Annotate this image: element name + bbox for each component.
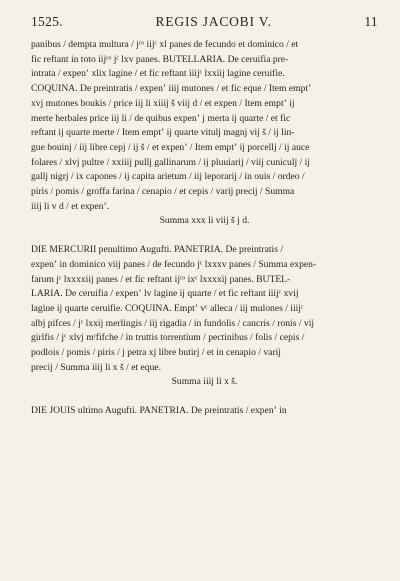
text-line: xvj mutones boukis / price iij li xiiij š viij d / et expen / Item emptʼ ij xyxy=(31,97,295,109)
text-line: reftant ij quarte merte / Item emptʼ ij quarte vitulj magnj vij š / ij lin- xyxy=(31,127,295,139)
text-line: intrata / expenʼ xlix lagine / et fic reftant iiijᶜ lxxiij lagine ceruifie. xyxy=(31,68,285,80)
header-year: 1525. xyxy=(31,14,63,29)
entry-paragraph-2 xyxy=(31,243,378,375)
summa-line-1: Summa xxx li viij š j d. xyxy=(159,215,250,227)
page-number: 11 xyxy=(364,14,378,29)
text-line: expenʼ in dominico viij panes / de fecundo jᶜ lxxxv panes / Summa expen- xyxy=(31,258,317,270)
running-header xyxy=(31,14,378,32)
text-line: panibus / dempta multura / jᶜᵒ iijᶜ xl panes de fecundo et dominico / et xyxy=(31,39,299,50)
text-line: farum jᶜ lxxxxiij panes / et fic reftant ijᶜᵒ ixᶜ lxxxxij panes. BUTEL- xyxy=(31,273,291,285)
text-line: folares / xlvj pultre / xxiiij pullj gallinarum / ij pluuiarij / viij cuniculj / ij xyxy=(31,156,310,168)
header-title: REGIS JACOBI V. xyxy=(155,14,272,29)
section-gap xyxy=(31,229,378,243)
text-line: girlfis / jᶜ xlvj mʳfifche / in truttis torrentium / pectinibus / folis / cepis / xyxy=(31,332,305,344)
entry-paragraph-1 xyxy=(31,38,378,214)
text-line: DIE JOUIS ultimo Augufti. PANETRIA. De preintratis / expenʼ in xyxy=(31,405,287,417)
text-line: piris / pomis / groffa farina / cenapio / et cepis / varij precij / Summa xyxy=(31,186,295,198)
text-line: LARIA. De ceruifia / expenʼ lv lagine ij quarte / et fic reftant iiijᶜ xvij xyxy=(31,288,299,300)
text-line: merte herbales price iij li / de quibus expenʼ j merta ij quarte / et fic xyxy=(31,112,291,124)
text-line: fic reftant in toto iijᶜᵒ jᶜ lxv panes. BUTELLARIA. De ceruifia pre- xyxy=(31,53,289,65)
text-line: albj pifces / jᶜ lxxij merlingis / iij rigadia / in fundolis / cancris / ronis / vij xyxy=(31,317,315,329)
text-line: DIE MERCURII penultimo Augufti. PANETRIA. De preintratis / xyxy=(31,244,283,256)
text-line: iiij li v d / et expenʼ. xyxy=(31,200,110,212)
section-gap xyxy=(31,390,378,404)
text-line: lagine ij quarte ceruifie. COQUINA. Emptʼ vᶜ alleca / iij mulones / iiijᶜ xyxy=(31,302,304,314)
text-line: podlois / pomis / piris / j petra xj libre butirj / et in cenapio / varij xyxy=(31,347,281,359)
text-line: precij / Summa iiij li x š / et eque. xyxy=(31,361,162,373)
text-line: COQUINA. De preintratis / expenʼ iiij mutones / et fic eque / Item emptʼ xyxy=(31,83,312,95)
text-line: gallj nigrj / ix capones / ij capita arietum / iij leporarij / in ouis / ordeo / xyxy=(31,171,305,183)
entry-paragraph-3 xyxy=(31,404,378,419)
text-line: gue bouinj / iij libre cepj / ij š / et expenʼ / Item emptʼ ij porcellj / ij auce xyxy=(31,141,310,153)
summa-line-2: Summa iiij li x š. xyxy=(171,376,238,388)
